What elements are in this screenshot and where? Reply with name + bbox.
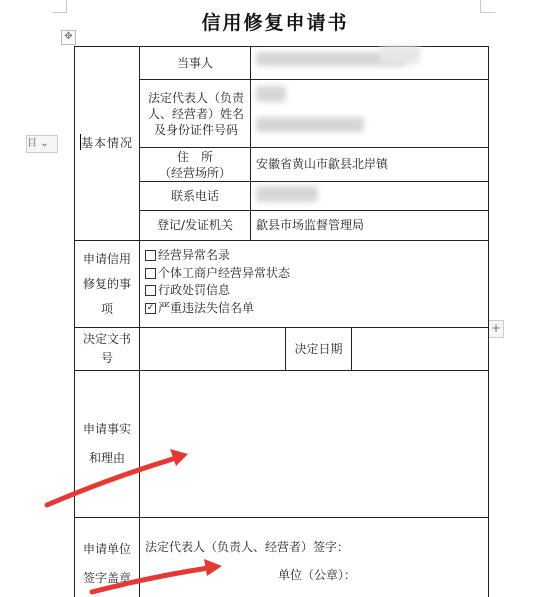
- checkbox-empty-icon[interactable]: [145, 250, 156, 261]
- decision-divider-2: [351, 327, 352, 370]
- plus-icon[interactable]: +: [488, 320, 504, 338]
- address-label: [140, 148, 250, 181]
- section-line-1: [74, 240, 489, 241]
- section-basic-label: 基本情况: [80, 136, 133, 150]
- page-corner-mark-top-left: [52, 0, 67, 13]
- repair-option-label: 个体工商户经营异常状态: [158, 265, 291, 280]
- repair-section-label: 申请信用修复的事项: [82, 251, 131, 316]
- legal-rep-name-redacted: [256, 86, 286, 102]
- page-corner-mark-top-right: [480, 0, 495, 13]
- repair-option-2[interactable]: [145, 265, 290, 283]
- repair-option-label: 经营异常名录: [158, 248, 231, 262]
- decision-date-label: 决定日期: [294, 341, 343, 356]
- text-cursor: [80, 134, 81, 150]
- facts-label: 申请事实和理由: [82, 422, 131, 465]
- section-line-2: [74, 327, 489, 328]
- signature-rep-text: 法定代表人（负责人、经营者）签字：: [145, 539, 350, 554]
- table-border-right: [488, 46, 489, 597]
- party-value-redacted-2: [380, 46, 420, 64]
- move-cross-icon[interactable]: ✥: [61, 30, 76, 45]
- table-col-divider-1: [139, 46, 140, 597]
- repair-option-label: 严重违法失信名单: [158, 300, 255, 315]
- address-value: 安徽省黄山市歙县北岸镇: [256, 157, 389, 171]
- repair-option-3[interactable]: [145, 282, 290, 300]
- section-line-4: [74, 517, 489, 518]
- list-layout-icon[interactable]: [26, 135, 58, 153]
- phone-label: 联系电话: [170, 188, 219, 203]
- address-label-line1: 住 所: [176, 149, 213, 164]
- phone-value-redacted: [256, 186, 318, 202]
- signature-section-label: 申请单位签字盖章: [82, 542, 131, 585]
- chevron-down-icon: ⌄: [40, 138, 49, 149]
- checkbox-checked-icon[interactable]: ✓: [146, 302, 155, 313]
- party-label: 当事人: [176, 55, 213, 70]
- registry-value: 歙县市场监督管理局: [256, 218, 365, 232]
- row-line-1: [139, 79, 489, 80]
- repair-options-list: [145, 247, 290, 317]
- legal-rep-id-redacted: [256, 117, 364, 132]
- signature-seal-text: 单位（公章）：: [278, 567, 357, 582]
- repair-option-1[interactable]: [145, 247, 290, 265]
- side-button-glyph: 目: [27, 138, 37, 149]
- checkbox-empty-icon[interactable]: [145, 285, 156, 296]
- repair-option-label: 行政处罚信息: [158, 283, 231, 297]
- repair-option-4[interactable]: [145, 300, 290, 318]
- document-title: 信用修复申请书: [201, 12, 349, 34]
- decision-doc-label: 决定文书号: [82, 332, 131, 365]
- section-line-3: [74, 370, 489, 371]
- registry-label: 登记/发证机关: [156, 218, 234, 232]
- checkbox-empty-icon[interactable]: [145, 268, 156, 279]
- legal-rep-label: 法定代表人（负责人、经营者）姓名及身份证件号码: [147, 90, 244, 137]
- address-label-line2: （经营场所）: [158, 165, 231, 180]
